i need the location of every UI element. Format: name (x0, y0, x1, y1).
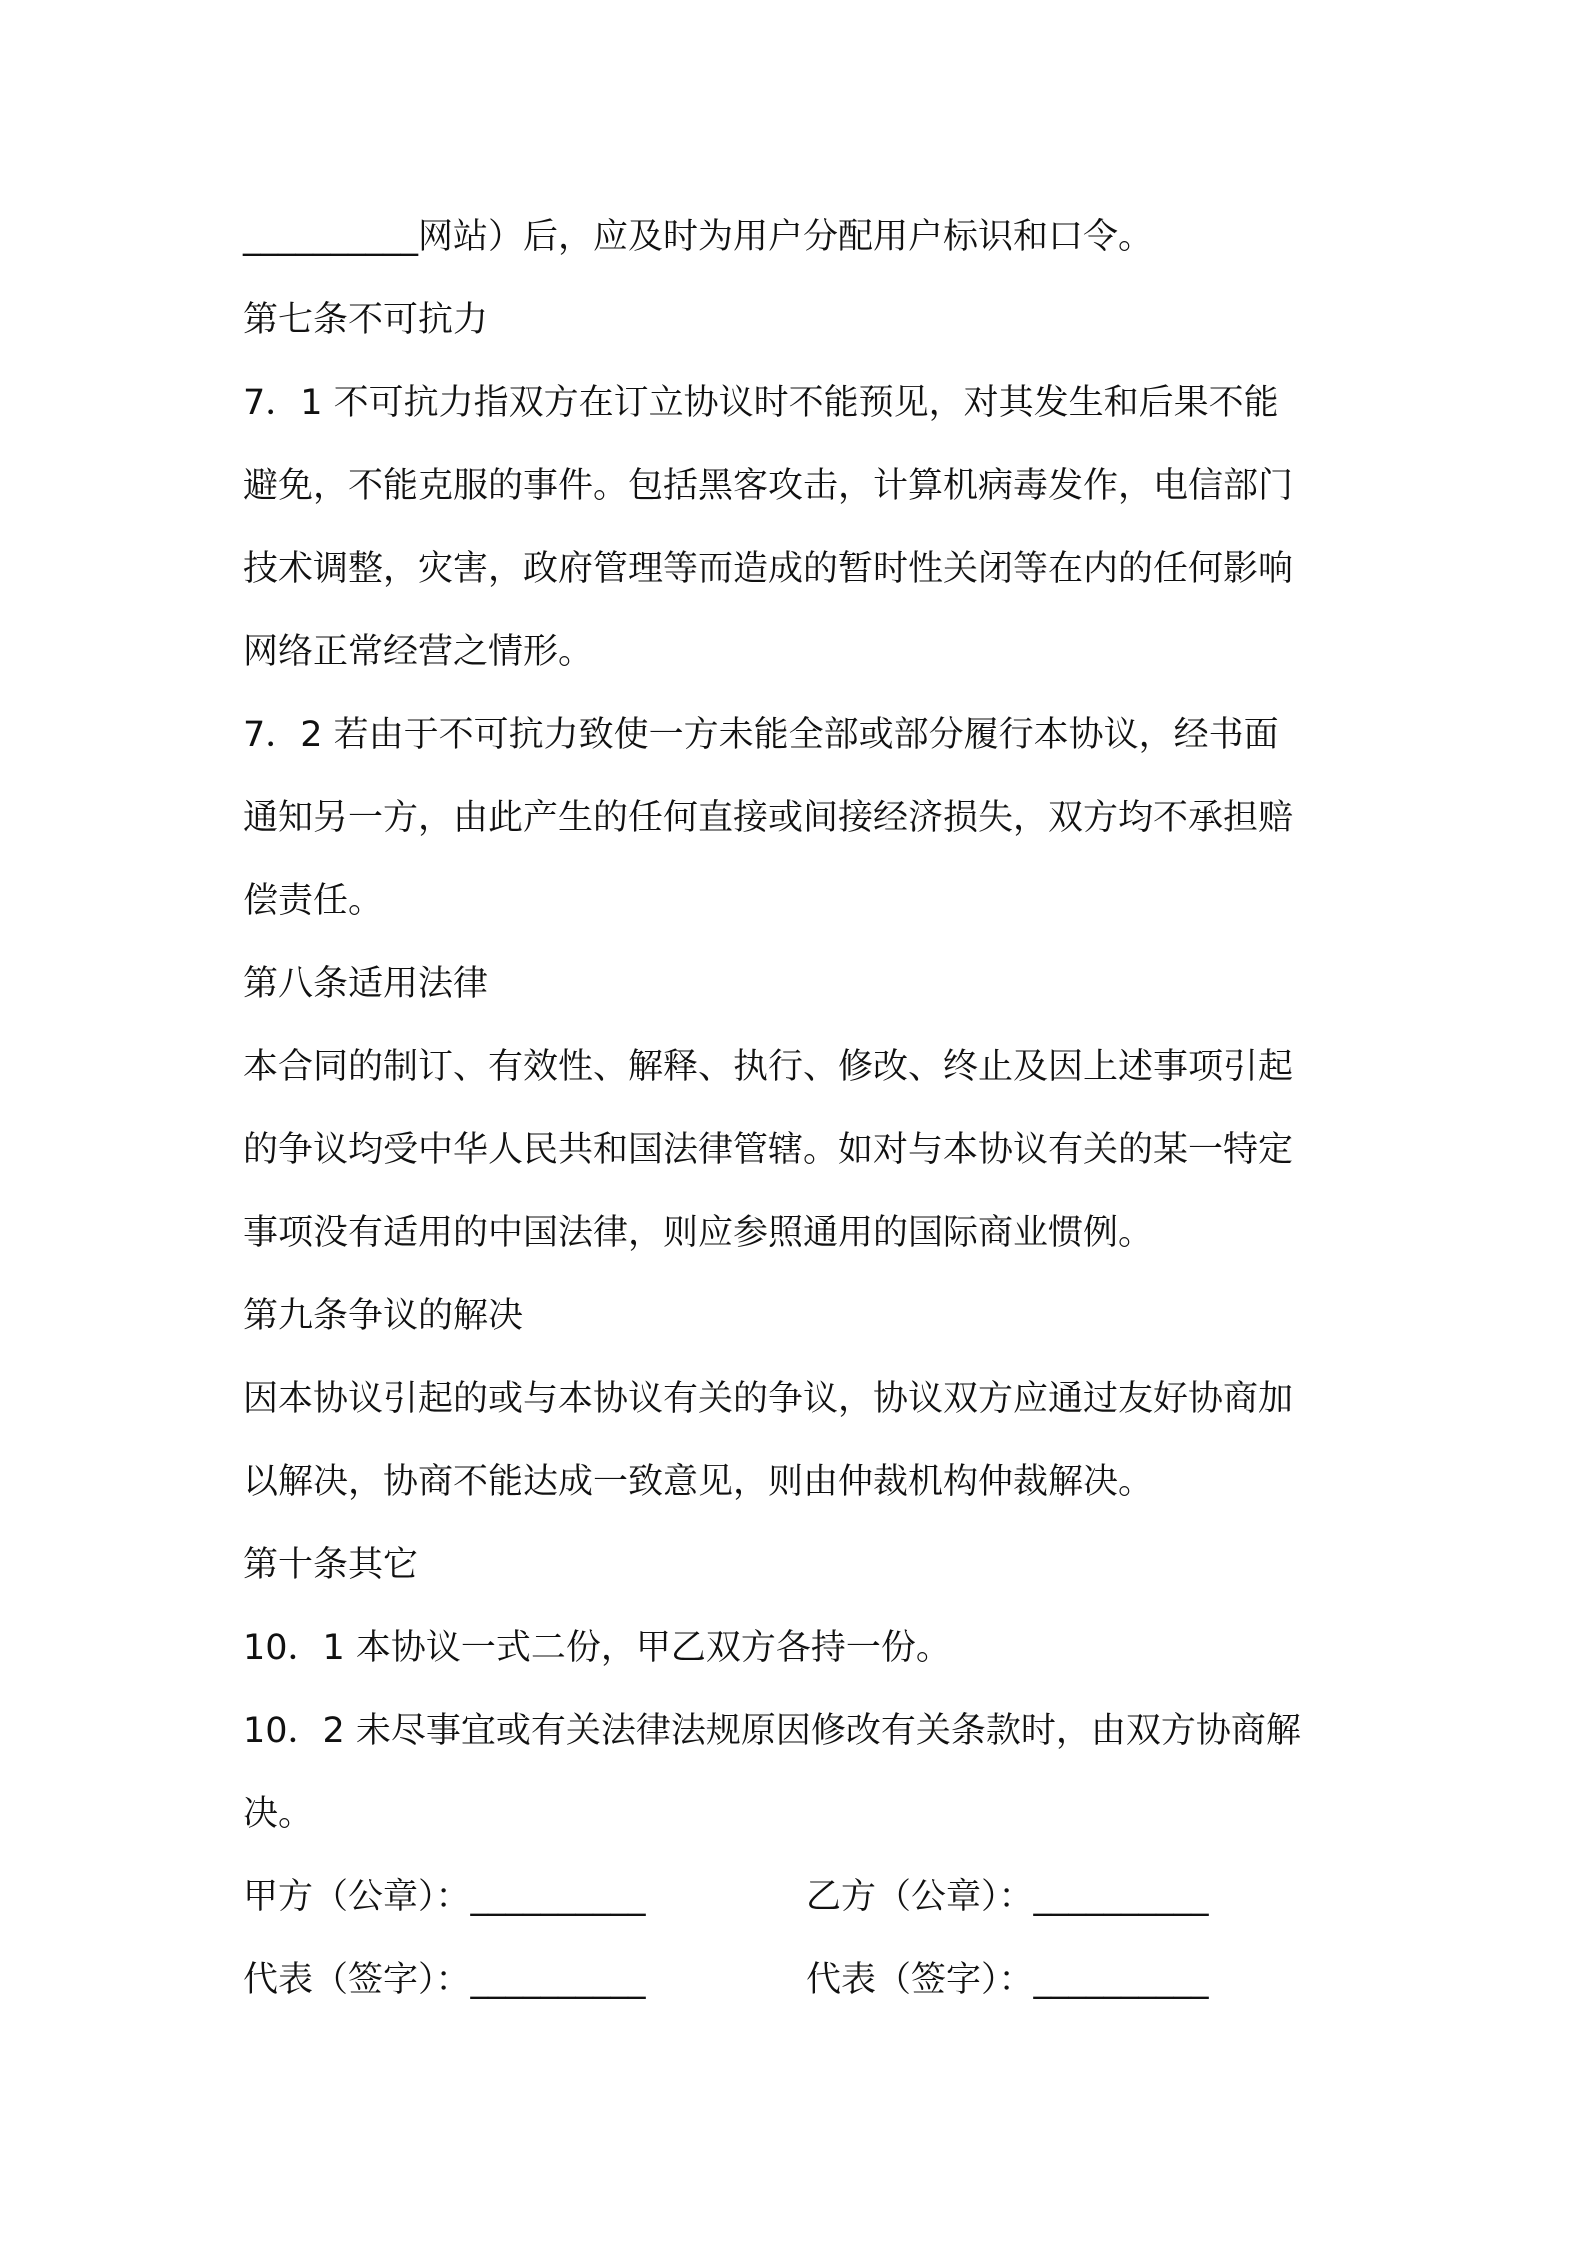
party-b-seal-field: 乙方（公章）：__________ (806, 1877, 1209, 1917)
text-line: 避免，不能克服的事件。包括黑客攻击，计算机病毒发作，电信部门 (243, 466, 1294, 506)
text-line: 以解决，协商不能达成一致意见，则由仲裁机构仲裁解决。 (243, 1462, 1154, 1502)
signature-row-representative (243, 1939, 1363, 2022)
text-line: 10．2 未尽事宜或有关法律法规原因修改有关条款时，由双方协商解 (243, 1711, 1301, 1751)
text-line: 偿责任。 (243, 881, 384, 921)
text-line: 本合同的制订、有效性、解释、执行、修改、终止及因上述事项引起 (243, 1047, 1294, 1087)
text-line: 网络正常经营之情形。 (243, 632, 594, 672)
article-7-heading: 第七条不可抗力 (243, 300, 489, 340)
text-line: 通知另一方，由此产生的任何直接或间接经济损失，双方均不承担赔 (243, 798, 1294, 838)
document-body (243, 196, 1363, 2022)
text-line: __________网站）后，应及时为用户分配用户标识和口令。 (243, 217, 1154, 257)
party-b-rep-field: 代表（签字）：__________ (806, 1960, 1209, 2000)
article-10-heading: 第十条其它 (243, 1545, 419, 1585)
text-line: 技术调整，灾害，政府管理等而造成的暂时性关闭等在内的任何影响 (243, 549, 1294, 589)
text-line: 事项没有适用的中国法律，则应参照通用的国际商业惯例。 (243, 1213, 1154, 1253)
text-line: 10．1 本协议一式二份，甲乙双方各持一份。 (243, 1628, 951, 1668)
text-line: 决。 (243, 1794, 314, 1834)
article-8-heading: 第八条适用法律 (243, 964, 489, 1004)
text-line: 7．1 不可抗力指双方在订立协议时不能预见，对其发生和后果不能 (243, 383, 1279, 423)
text-line: 7．2 若由于不可抗力致使一方未能全部或部分履行本协议，经书面 (243, 715, 1279, 755)
article-9-heading: 第九条争议的解决 (243, 1296, 524, 1336)
party-a-rep-field: 代表（签字）：__________ (243, 1960, 646, 2000)
signature-row-seal (243, 1856, 1363, 1939)
text-line: 的争议均受中华人民共和国法律管辖。如对与本协议有关的某一特定 (243, 1130, 1294, 1170)
party-a-seal-field: 甲方（公章）：__________ (243, 1877, 646, 1917)
text-line: 因本协议引起的或与本协议有关的争议，协议双方应通过友好协商加 (243, 1379, 1294, 1419)
